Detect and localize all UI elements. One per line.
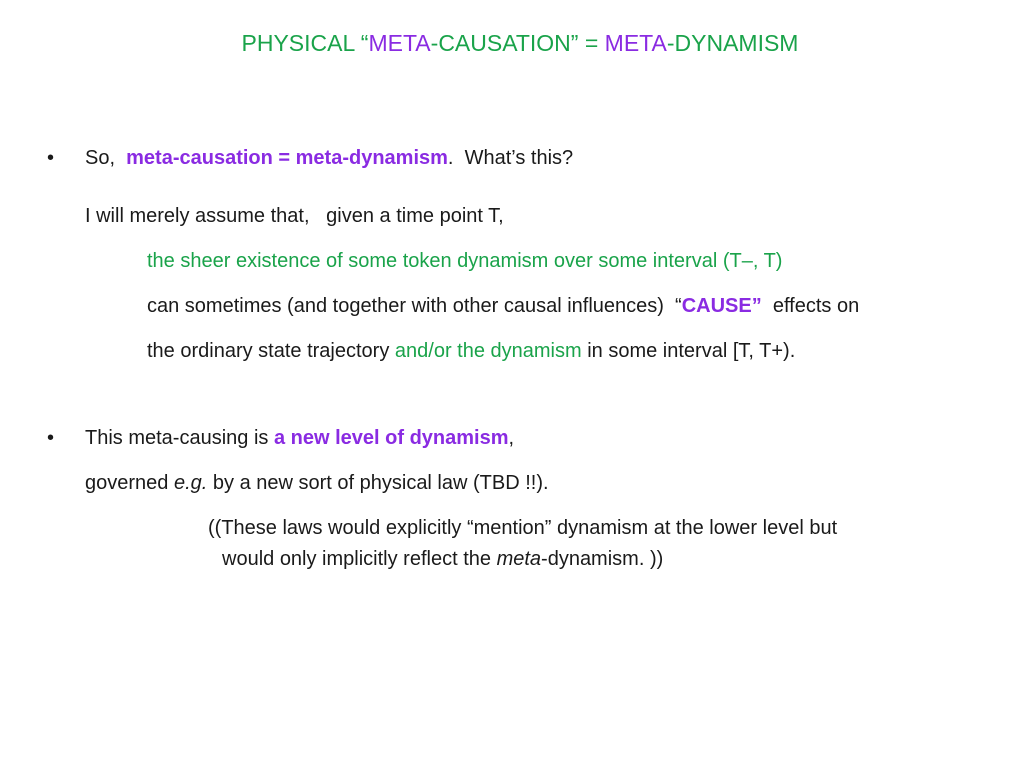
- slide-title: [0, 30, 1024, 57]
- block1-line1-highlight: meta-causation = meta-dynamism: [126, 147, 448, 169]
- block2-line3: ((These laws would explicitly “mention” dynamism at the lower level but: [208, 517, 838, 539]
- title-part-1: PHYSICAL “: [241, 30, 369, 56]
- block2-line2-suffix: by a new sort of physical law (TBD !!).: [207, 472, 549, 494]
- block2-line2: [85, 470, 549, 496]
- title-part-3: -CAUSATION” =: [430, 30, 605, 56]
- block2-line2-prefix: governed: [85, 472, 174, 494]
- block2-line4-suffix: -dynamism. )): [541, 548, 664, 570]
- block2-line4-italic: meta: [496, 548, 542, 570]
- block1-line4-highlight: CAUSE”: [681, 295, 762, 317]
- block1-line5-suffix: in some interval [T, T+).: [581, 340, 796, 362]
- block1-line4-suffix: effects on: [761, 295, 860, 317]
- block2-line1-prefix: This meta-causing is: [85, 427, 274, 449]
- block1-line5-highlight: and/or the dynamism: [394, 340, 582, 362]
- block1-line5: [147, 338, 795, 364]
- block1-line5-prefix: the ordinary state trajectory: [147, 340, 395, 362]
- block1-line3: the sheer existence of some token dynamism over some interval (T–, T): [147, 250, 783, 272]
- block1-line4: [147, 293, 859, 319]
- block2-line2-italic: e.g.: [173, 472, 208, 494]
- block1-line1: [85, 145, 573, 171]
- block2-line4-prefix: would only implicitly reflect the: [222, 548, 497, 570]
- block1-line1-prefix: So,: [85, 147, 127, 169]
- block1-line1-suffix: . What’s this?: [447, 147, 574, 169]
- title-part-4: META: [604, 30, 667, 56]
- block1-line4-prefix: can sometimes (and together with other causal influences) “: [147, 295, 682, 317]
- block2-line1-suffix: ,: [508, 427, 515, 449]
- block2-line1-highlight: a new level of dynamism: [273, 427, 509, 449]
- bullet-2: •: [47, 427, 55, 449]
- bullet-1: •: [47, 147, 55, 169]
- block2-line4: [222, 546, 663, 572]
- block1-line2: I will merely assume that, given a time point T,: [85, 205, 504, 227]
- title-part-2: META: [368, 30, 431, 56]
- block2-line1: [85, 425, 514, 451]
- title-part-5: -DYNAMISM: [666, 30, 799, 56]
